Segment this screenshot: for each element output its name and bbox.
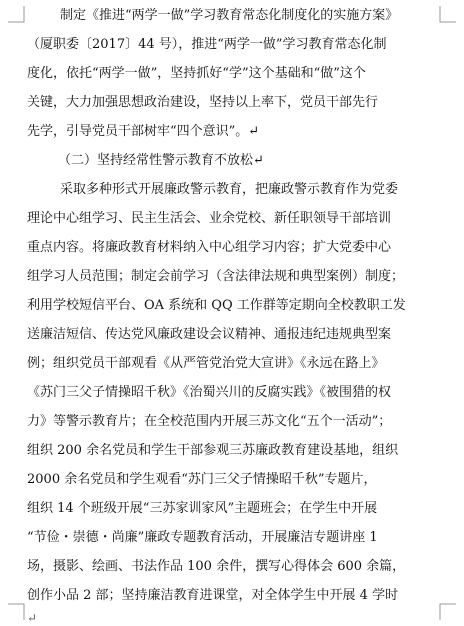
text-line: 利用学校短信平台、OA 系统和 QQ 工作群等定期向全校教职工发 [27,298,406,313]
text-line: “节俭・崇德・尚廉”廉政专题教育活动，开展廉洁专题讲座 1 [27,530,378,545]
text-line: 送廉洁短信、传达党风廉政建设会议精神、通报违纪违规典型案 [27,327,392,342]
text-line: 场，摄影、绘画、书法作品 100 余件，撰写心得体会 600 余篇， [27,559,406,574]
text-line: 度化，依托“两学一做”，坚持抓好“学”这个基础和“做”这个 [27,66,366,81]
text-line: 组织 200 余名党员和学生干部参观三苏廉政教育建设基地，组织 [27,443,399,458]
text-line: （厦职委〔2017〕44 号），推进“两学一做”学习教育常态化制 [27,37,387,52]
text-line: 制定《推进“两学一做”学习教育常态化制度化的实施方案》 [60,8,399,23]
text-line: 先学，引导党员干部树牢“四个意识”。↵ [27,124,260,139]
text-line: 理论中心组学习、民主生活会、业余党校、新任职领导干部培训 [27,211,392,226]
text-line: 组织 14 个班级开展“三苏家训家风”主题班会；在学生中开展 [27,501,378,516]
text-line: 创作小品 2 部；坚持廉洁教育进课堂，对全体学生中开展 4 学时 [27,588,399,603]
text-line: 例；组织党员干部观看《从严管党治党大宣讲》《永远在路上》 [27,356,385,371]
section-heading: （二）坚持经常性警示教育不放松↵ [58,153,264,168]
text-line: 《苏门三父子情操昭千秋》《治蜀兴川的反腐实践》《被围猎的权 [27,385,392,400]
text-line: 组学习人员范围；制定会前学习（含法律法规和典型案例）制度； [27,269,405,284]
text-line: 关键，大力加强思想政治建设，坚持以上率下，党员干部先行 [27,95,379,110]
text-line: 采取多种形式开展廉政警示教育，把廉政警示教育作为党委 [60,182,399,197]
paragraph-mark: ↵ [27,611,38,625]
text-line: 重点内容。将廉政教育材料纳入中心组学习内容；扩大党委中心 [27,240,392,255]
text-line: 2000 余名党员和学生观看“苏门三父子情操昭千秋”专题片， [27,472,377,487]
text-line: 力》等警示教育片；在全校范围内开展三苏文化“五个一活动”； [27,414,392,429]
